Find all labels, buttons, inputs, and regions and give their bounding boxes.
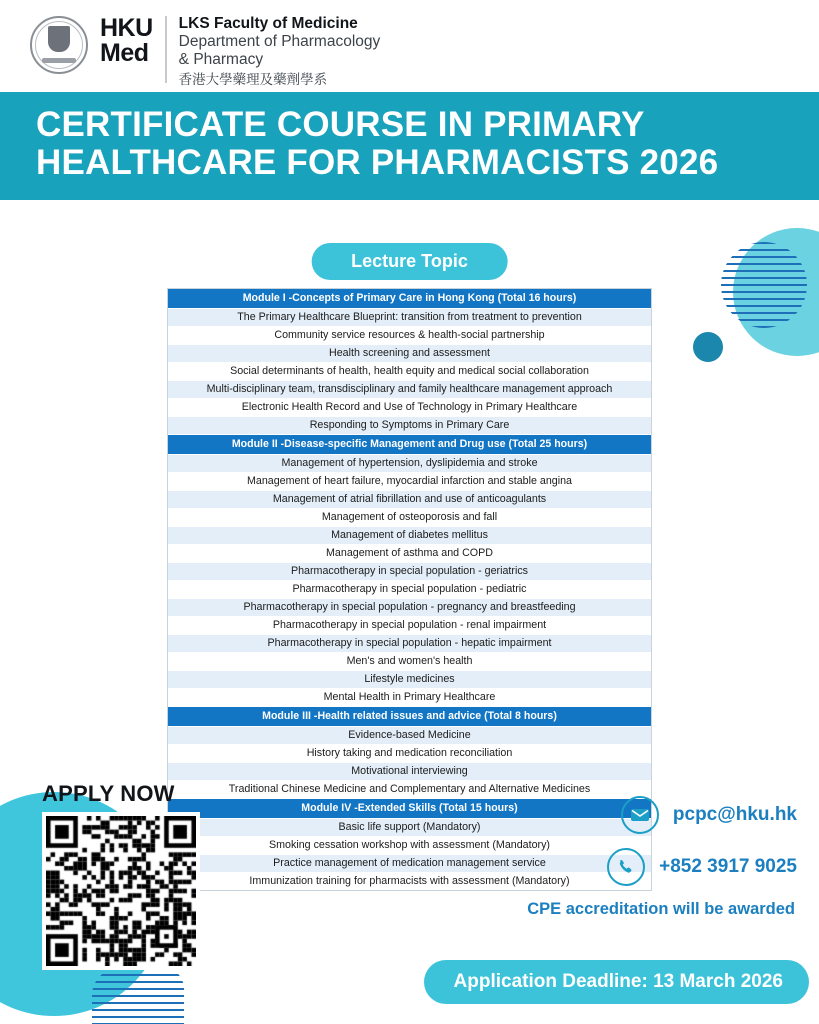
logo-block [100, 14, 380, 89]
table-row: Multi-disciplinary team, transdisciplinary and family healthcare management approach [168, 381, 651, 399]
faculty-line-1: LKS Faculty of Medicine [178, 15, 358, 32]
page-title: CERTIFICATE COURSE IN PRIMARY HEALTHCARE FOR PHARMACISTS 2026 [36, 105, 719, 182]
apply-now-label: APPLY NOW [42, 781, 175, 806]
table-row: Management of diabetes mellitus [168, 527, 651, 545]
decorative-dot [693, 332, 723, 362]
table-row: Responding to Symptoms in Primary Care [168, 417, 651, 435]
table-row: The Primary Healthcare Blueprint: transition from treatment to prevention [168, 309, 651, 327]
table-row: Management of hypertension, dyslipidemia and stroke [168, 455, 651, 473]
application-deadline-badge: Application Deadline: 13 March 2026 [424, 960, 809, 1004]
faculty-line-2: Department of Pharmacology [178, 33, 381, 50]
lecture-topic-badge: Lecture Topic [311, 243, 508, 280]
phone-icon [607, 848, 645, 886]
title-band [0, 92, 819, 200]
phone-row[interactable] [377, 848, 797, 886]
cpe-note: CPE accreditation will be awarded [527, 900, 795, 918]
table-row: Smoking cessation workshop with assessment (Mandatory) [168, 837, 651, 855]
table-row: Lifestyle medicines [168, 671, 651, 689]
hkumed-line1: HKU [100, 14, 153, 42]
hkumed-wordmark [100, 14, 153, 66]
table-row: Pharmacotherapy in special population - renal impairment [168, 617, 651, 635]
faculty-line-4-chinese: 香港大學藥理及藥劑學系 [178, 72, 328, 87]
table-row: Management of osteoporosis and fall [168, 509, 651, 527]
table-row: History taking and medication reconciliation [168, 745, 651, 763]
table-row: Traditional Chinese Medicine and Complementary and Alternative Medicines [168, 781, 651, 799]
table-row: Evidence-based Medicine [168, 727, 651, 745]
table-row: Community service resources & health-social partnership [168, 327, 651, 345]
application-qr-code[interactable] [42, 812, 200, 970]
email-row[interactable] [377, 796, 797, 834]
phone-text: +852 3917 9025 [659, 856, 797, 877]
table-row-module-header: Module III -Health related issues and advice (Total 8 hours) [168, 707, 651, 727]
hkumed-line2: Med [100, 39, 149, 67]
table-row-module-header: Module IV -Extended Skills (Total 15 hours) [168, 799, 651, 819]
table-row: Men's and women's health [168, 653, 651, 671]
table-row: Management of atrial fibrillation and use of anticoagulants [168, 491, 651, 509]
faculty-name [179, 14, 381, 89]
table-row: Practice management of medication management service [168, 855, 651, 873]
table-row: Health screening and assessment [168, 345, 651, 363]
table-row-module-header: Module II -Disease-specific Management and Drug use (Total 25 hours) [168, 435, 651, 455]
table-row: Basic life support (Mandatory) [168, 819, 651, 837]
contact-block [377, 796, 797, 919]
table-row: Electronic Health Record and Use of Technology in Primary Healthcare [168, 399, 651, 417]
faculty-line-3: & Pharmacy [178, 51, 264, 68]
envelope-icon [621, 796, 659, 834]
table-row-module-header: Module I -Concepts of Primary Care in Hong Kong (Total 16 hours) [168, 289, 651, 309]
table-row: Immunization training for pharmacists with assessment (Mandatory) [168, 873, 651, 890]
table-row: Motivational interviewing [168, 763, 651, 781]
table-row: Pharmacotherapy in special population - geriatrics [168, 563, 651, 581]
email-text: pcpc@hku.hk [672, 804, 797, 825]
table-row: Pharmacotherapy in special population - hepatic impairment [168, 635, 651, 653]
table-row: Pharmacotherapy in special population - pediatric [168, 581, 651, 599]
table-row: Management of heart failure, myocardial infarction and stable angina [168, 473, 651, 491]
table-row: Mental Health in Primary Healthcare [168, 689, 651, 707]
table-row: Social determinants of health, health equity and medical social collaboration [168, 363, 651, 381]
header [0, 0, 819, 92]
qr-code-image [46, 816, 196, 966]
hku-crest-icon [30, 16, 88, 74]
table-row: Management of asthma and COPD [168, 545, 651, 563]
decorative-striped-circle [721, 242, 807, 328]
logo-divider [165, 16, 167, 83]
table-row: Pharmacotherapy in special population - pregnancy and breastfeeding [168, 599, 651, 617]
